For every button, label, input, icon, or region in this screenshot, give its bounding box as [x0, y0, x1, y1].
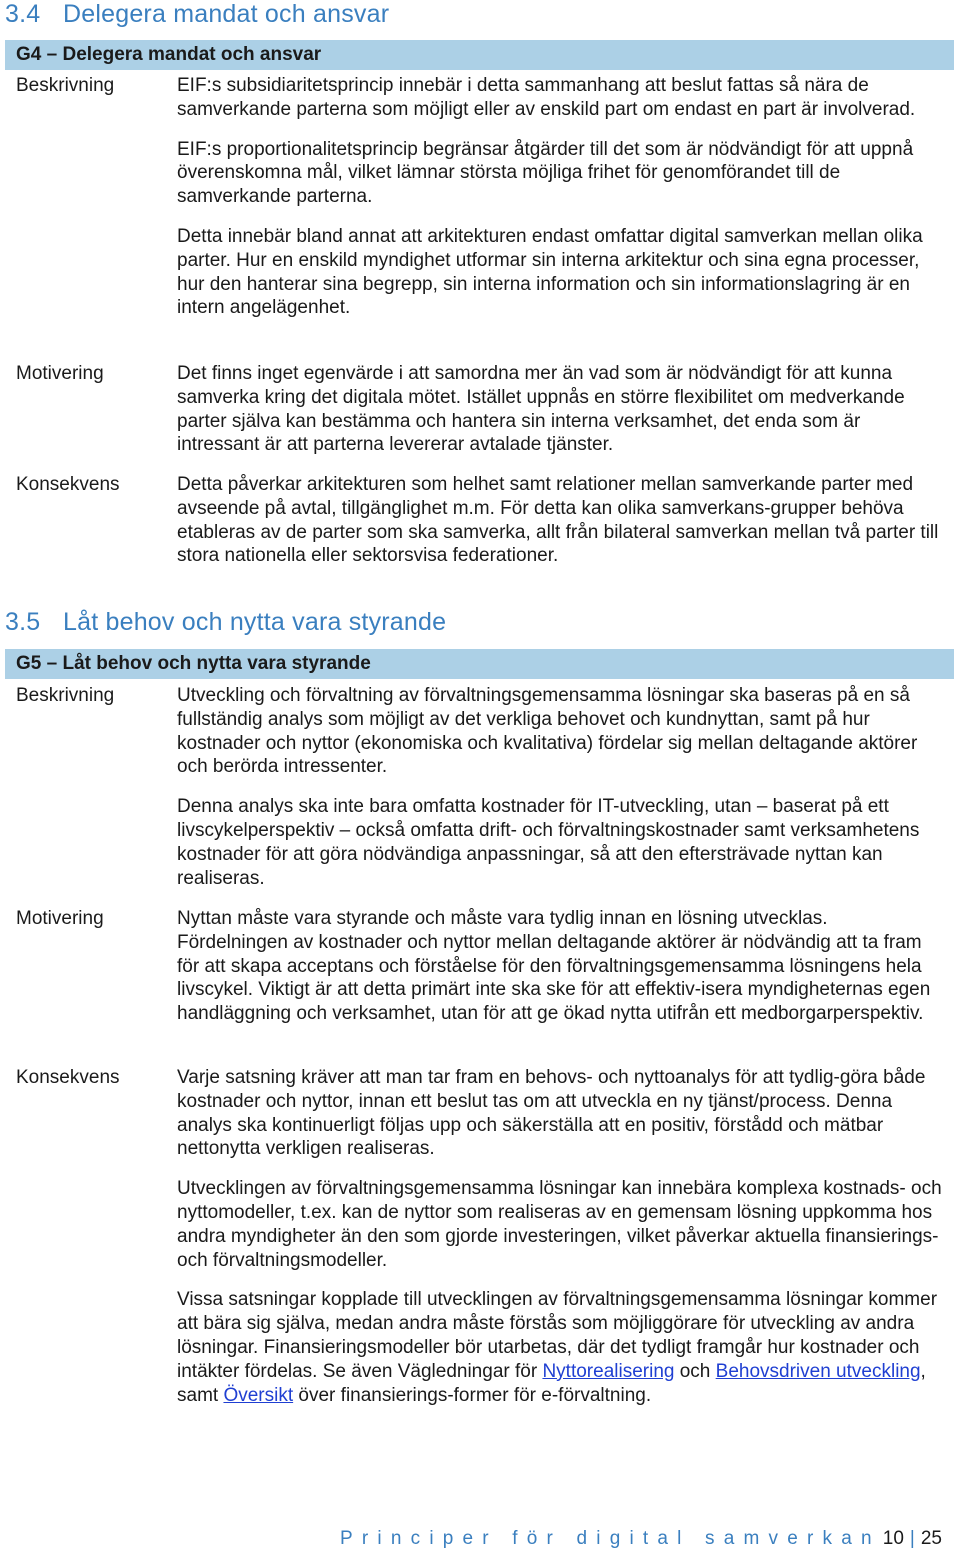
row-content-beskrivning [177, 74, 942, 320]
section-number: 3.5 [5, 608, 41, 636]
link-nyttorealisering[interactable]: Nyttorealisering [542, 1360, 675, 1382]
paragraph: Utveckling och förvaltning av förvaltningsgemensamma lösningar ska baseras på en så fullständig analys som möjligt av det verkliga behovet och kundnyttan, samt på hur kostnader och nyttor (ekonomiska och kvalitativa) fördelar sig mellan deltagande aktörer och berörda intressenter. [177, 685, 918, 778]
footer-separator: | [909, 1528, 915, 1549]
row-content-konsekvens [177, 1066, 942, 1407]
section-title: Låt behov och nytta vara styrande [63, 608, 447, 636]
paragraph: Utvecklingen av förvaltningsgemensamma lösningar kan innebära komplexa kostnads- och nyttomodeller, t.ex. kan de nyttor som realiseras av en gemensam lösning uppkomma hos andra myndigheter än den som gjorde investeringen, vilket påverkar aktuella finansierings- och förvaltningsmodeller. [177, 1178, 942, 1271]
paragraph: Det finns inget egenvärde i att samordna mer än vad som är nödvändigt för att kunna samverka kring det digitala mötet. Istället uppnås en större flexibilitet om medverkande parter själva kan bestämma och hantera sin interna verksamhet, det enda som är intressant är att parterna levererar avtalade tjänster. [177, 363, 905, 456]
link-behovsdriven-utveckling[interactable]: Behovsdriven utveckling [715, 1360, 921, 1382]
row-content-konsekvens [177, 473, 942, 568]
paragraph-text: , samt [177, 1360, 926, 1406]
paragraph: Detta påverkar arkitekturen som helhet samt relationer mellan samverkande parter med avseende på avtal, tillgänglighet m.m. För detta kan olika samverkans-grupper behöva etableras av de parter som ska samverka, allt från bilateral samverkan mellan två parter till stora nationella eller sektorsvisa federationer. [177, 474, 939, 567]
paragraph-text: över finansierings-former för e-förvaltning. [293, 1384, 652, 1406]
row-label-konsekvens: Konsekvens [16, 474, 120, 495]
paragraph-text: Vissa satsningar kopplade till utvecklingen av förvaltningsgemensamma lösningar kommer att bära sig själva, medan andra måste förstås som möjliggörare för utveckling av andra lösningar. Finansieringsmodeller bör utarbetas, där det tydligt framgår hur kostnader och intäkter fördelas. Se även Vägledningar för [177, 1289, 938, 1382]
footer-page-number: 10 [882, 1528, 904, 1549]
page-footer [340, 1528, 942, 1550]
row-label-konsekvens: Konsekvens [16, 1067, 120, 1088]
principle-bar-g5: G5 – Låt behov och nytta vara styrande [5, 649, 954, 679]
paragraph: Denna analys ska inte bara omfatta kostnader för IT-utveckling, utan – baserat på ett livscykelperspektiv – också omfatta drift- och förvaltningskostnader samt verksamhetens kostnader för att göra nödvändiga anpassningar, så att den eftersträvade nyttan kan realiseras. [177, 796, 920, 889]
row-content-motivering [177, 362, 942, 457]
paragraph: Detta innebär bland annat att arkitekturen endast omfattar digital samverkan mellan olika parter. Hur en enskild myndighet utformar sin interna arkitektur och sina egna processer, hur den hanterar sina begrepp, sin interna information och sin informationslagring är en intern angelägenhet. [177, 225, 923, 319]
paragraph-with-links [177, 1288, 942, 1407]
paragraph: Nyttan måste vara styrande och måste vara tydlig innan en lösning utvecklas. Fördelningen av kostnader och nyttor mellan deltagande aktörer är nödvändig att ta fram för att skapa acceptans och förståelse för den förvaltningsgemensamma lösningens hela livscykel. Viktigt är att detta primärt inte ska ske för att effektiv-isera myndigheternas egen handläggning och verksamhet, utan för att ge ökad nytta utifrån ett medborgarperspektiv. [177, 908, 931, 1025]
paragraph-text: och [674, 1360, 716, 1382]
section-heading-3-5 [5, 608, 446, 637]
paragraph: EIF:s proportionalitetsprincip begränsar åtgärder till det som är nödvändigt för att uppnå överenskomna mål, vilket lämnar största möjliga frihet för genomförandet till de samverkande parterna. [177, 138, 914, 208]
section-number: 3.4 [5, 0, 41, 28]
paragraph: EIF:s subsidiaritetsprincip innebär i detta sammanhang att beslut fattas så nära de samverkande parterna som möjligt eller av enskild part om endast en part är involverad. [177, 75, 916, 120]
link-oversikt[interactable]: Översikt [223, 1384, 294, 1406]
row-label-beskrivning: Beskrivning [16, 75, 115, 96]
principle-bar-g4: G4 – Delegera mandat och ansvar [5, 40, 954, 70]
row-content-motivering [177, 907, 942, 1026]
row-content-beskrivning [177, 684, 942, 890]
section-title: Delegera mandat och ansvar [63, 0, 390, 28]
row-label-motivering: Motivering [16, 363, 104, 384]
row-label-motivering: Motivering [16, 908, 104, 929]
row-label-beskrivning: Beskrivning [16, 685, 115, 706]
paragraph: Varje satsning kräver att man tar fram en behovs- och nyttoanalys för att tydlig-göra både kostnader och nyttor, innan ett beslut tas om att utveckla en ny tjänst/process. Denna analys ska kontinuerligt följas upp och säkerställa att en positiv, förstådd och mätbar nettonytta verkligen realiseras. [177, 1067, 926, 1160]
footer-title: Principer för digital samverkan [340, 1528, 881, 1549]
footer-page-total: 25 [920, 1528, 942, 1549]
section-heading-3-4 [5, 0, 389, 29]
